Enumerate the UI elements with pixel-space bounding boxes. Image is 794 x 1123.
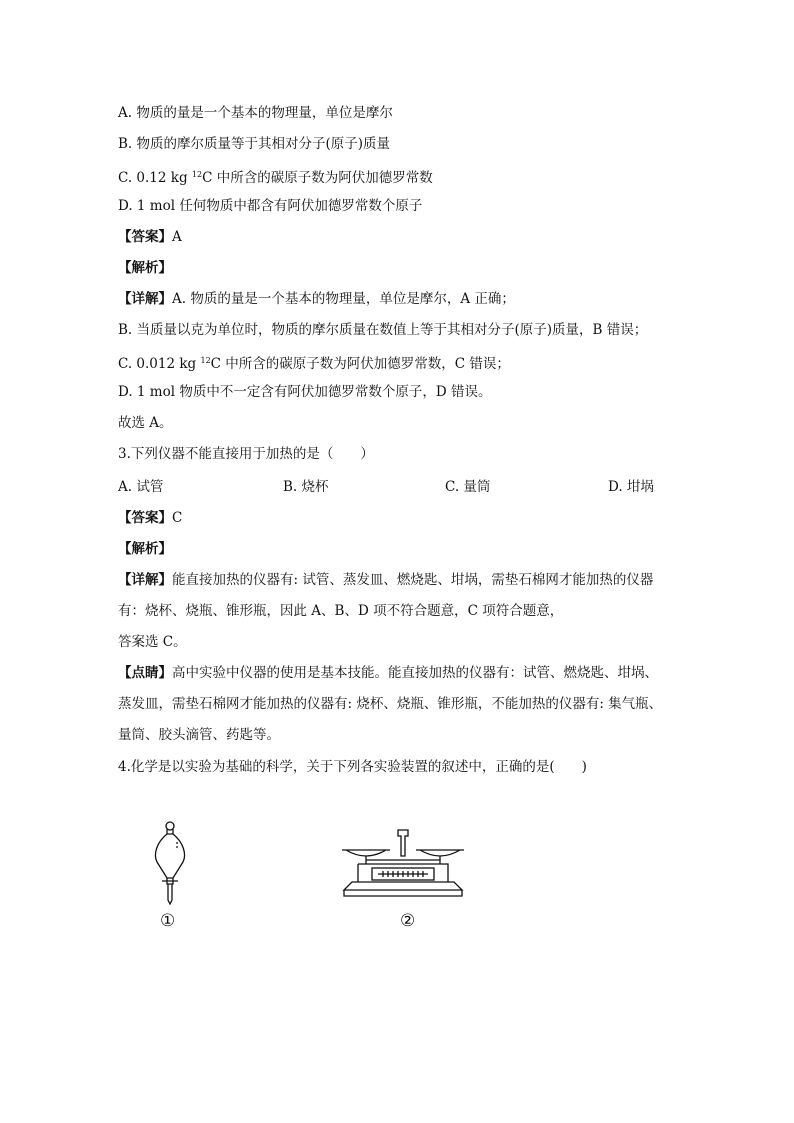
balance-base	[344, 882, 462, 896]
q2-answer-value: A	[172, 229, 182, 245]
figure-2-label: ②	[400, 911, 416, 931]
q3-option-c: C. 量筒	[445, 479, 491, 495]
q3-stem: 3.下列仪器不能直接用于加热的是（ ）	[118, 446, 374, 462]
funnel-stem	[168, 884, 172, 904]
separatory-funnel-figure	[140, 820, 200, 905]
balance-scale-ticks	[378, 871, 428, 877]
q3-note-2: 蒸发皿，需垫石棉网才能加热的仪器有: 烧杯、烧瓶、锥形瓶，不能加热的仪器有: 集气瓶、	[118, 696, 663, 712]
q2-detail-b: B. 当质量以克为单位时，物质的摩尔质量在数值上等于其相对分子(原子)质量，B 错误；	[118, 322, 648, 338]
q4-stem: 4.化学是以实验为基础的科学，关于下列各实验装置的叙述中，正确的是( )	[118, 759, 587, 775]
q2-option-c-pre: C. 0.12 kg	[118, 170, 192, 186]
q3-conclusion: 答案选 C。	[118, 634, 187, 650]
q3-detail-tag: 【详解】	[118, 572, 172, 588]
funnel-stopper	[166, 822, 174, 830]
q3-detail-2: 有：烧杯、烧瓶、锥形瓶，因此 A、B、D 项不符合题意，C 项符合题意，	[118, 603, 564, 619]
q2-detail-a-text: A. 物质的量是一个基本的物理量，单位是摩尔，A 正确；	[172, 291, 515, 307]
q2-option-c-post: C 中所含的碳原子数为阿伏加德罗常数	[202, 170, 433, 186]
q2-answer-tag: 【答案】	[118, 229, 172, 245]
q3-option-d: D. 坩埚	[608, 479, 654, 495]
q2-detail-tag: 【详解】	[118, 291, 172, 307]
q2-detail-c-post: C 中所含的碳原子数为阿伏加德罗常数，C 错误；	[210, 356, 510, 372]
q3-analysis-tag: 【解析】	[118, 541, 172, 557]
q3-answer-tag: 【答案】	[118, 510, 172, 526]
q2-option-d: D. 1 mol 任何物质中都含有阿伏加德罗常数个原子	[118, 198, 423, 214]
funnel-stopcock	[162, 878, 178, 884]
q3-option-a: A. 试管	[118, 479, 164, 495]
right-pan	[416, 850, 464, 856]
q3-answer-value: C	[172, 510, 183, 526]
q2-option-c	[118, 165, 433, 188]
balance-beam	[366, 856, 440, 864]
q2-detail-d: D. 1 mol 物质中不一定含有阿伏加德罗常数个原子，D 错误。	[118, 384, 492, 400]
q3-note-1-text: 高中实验中仪器的使用是基本技能。能直接加热的仪器有：试管、燃烧匙、坩埚、	[172, 665, 658, 681]
q3-detail-1	[118, 570, 653, 590]
balance-figure	[338, 826, 468, 902]
q2-conclusion: 故选 A。	[118, 415, 173, 431]
q3-note-1	[118, 663, 658, 683]
q2-detail-c-pre: C. 0.012 kg	[118, 356, 201, 372]
q3-option-b: B. 烧杯	[283, 479, 329, 495]
q3-note-3: 量筒、胶头滴管、药匙等。	[118, 727, 280, 743]
q3-note-tag: 【点睛】	[118, 665, 172, 681]
q2-detail-c	[118, 351, 510, 374]
q2-option-c-sup: 12	[191, 170, 203, 179]
q2-option-b: B. 物质的摩尔质量等于其相对分子(原子)质量	[118, 136, 391, 152]
q3-answer	[118, 508, 182, 528]
q2-option-a: A. 物质的量是一个基本的物理量，单位是摩尔	[118, 105, 393, 121]
funnel-body	[155, 834, 184, 878]
q2-answer	[118, 227, 182, 247]
funnel-mark	[176, 843, 178, 847]
figure-1-label: ①	[160, 911, 176, 931]
q3-detail-1-text: 能直接加热的仪器有: 试管、蒸发皿、燃烧匙、坩埚，需垫石棉网才能加热的仪器	[172, 572, 654, 588]
left-pan	[342, 850, 390, 856]
q2-detail-a	[118, 289, 515, 309]
balance-pointer-stand	[398, 830, 408, 856]
q2-detail-c-sup: 12	[200, 356, 211, 365]
q2-analysis-tag: 【解析】	[118, 260, 172, 276]
